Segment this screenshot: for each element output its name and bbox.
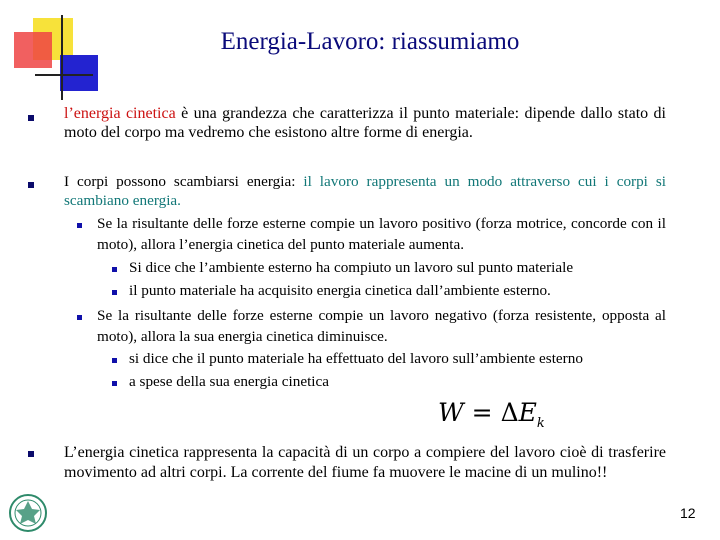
sub-bullet-2-text: Se la risultante delle forze esterne compie un lavoro negativo (forza resistente, opposta al moto), allora la sua energia cinetica diminuisce. <box>97 307 666 345</box>
sub-sub-bullet-icon <box>112 358 117 363</box>
sub-sub-bullet-icon <box>112 290 117 295</box>
bullet-icon <box>28 115 34 121</box>
sub-sub-bullet-icon <box>112 267 117 272</box>
university-seal-logo <box>8 492 48 534</box>
formula-var: E <box>518 398 537 427</box>
sub-sub-bullet-1a-text: Si dice che l’ambiente esterno ha compiuto un lavoro sul punto materiale <box>129 259 574 276</box>
page-number: 12 <box>680 505 696 521</box>
bullet-1-rest: è una grandezza che caratterizza il punto materiale: dipende dallo stato di moto del corpo ma vedremo che esistono altre forme di energia. <box>64 105 666 141</box>
sub-bullet-1-text: Se la risultante delle forze esterne compie un lavoro positivo (forza motrice, concorde con il moto), allora l’energia cinetica del punto materiale aumenta. <box>97 215 666 253</box>
deco-horizontal-line <box>35 74 93 76</box>
sub-sub-bullet-icon <box>112 381 117 386</box>
bullet-2-part1: I corpi possono scambiarsi energia: <box>64 173 304 190</box>
formula-delta: Δ <box>500 398 519 427</box>
sub-sub-bullet-1b-text: il punto materiale ha acquisito energia cinetica dall’ambiente esterno. <box>129 282 551 299</box>
bullet-icon <box>28 451 34 457</box>
highlight-lavoro: il lavoro rappresenta un modo attraverso cui i corpi si scambiano energia. <box>64 173 666 209</box>
sub-bullet-icon <box>77 315 82 320</box>
deco-blue-square <box>60 55 98 91</box>
slide-title: Energia-Lavoro: riassumiamo <box>220 28 520 55</box>
bullet-3-text: L’energia cinetica rappresenta la capacità di un corpo a compiere del lavoro cioè di trasferire movimento ad altri corpi. La corrente del fiume fa muovere le macine di un mulino!! <box>64 444 666 481</box>
formula-lhs: W <box>438 398 464 427</box>
bullet-icon <box>28 182 34 188</box>
bullet-1-text <box>64 104 666 142</box>
formula-work-energy <box>438 398 545 431</box>
sub-sub-bullet-2a-text: si dice che il punto materiale ha effettuato del lavoro sull’ambiente esterno <box>129 350 583 367</box>
sub-bullet-icon <box>77 223 82 228</box>
formula-equals: = <box>471 398 493 427</box>
sub-sub-bullet-2b-text: a spese della sua energia cinetica <box>129 373 330 390</box>
highlight-energia-cinetica: l’energia cinetica <box>64 105 176 122</box>
formula-sub: k <box>536 416 545 431</box>
bullet-2-text <box>64 172 666 210</box>
